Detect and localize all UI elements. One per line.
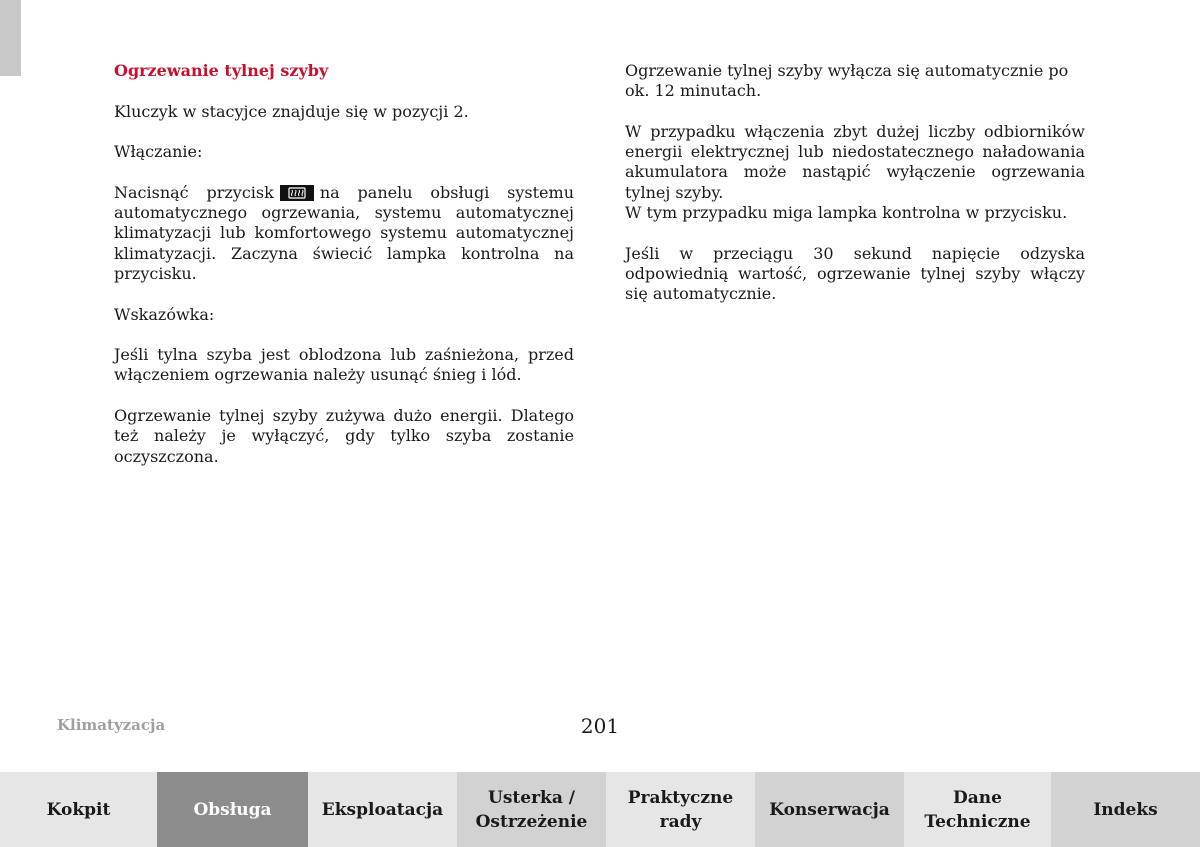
- press-button-text-before: Nacisnąć przycisk: [114, 182, 274, 202]
- rear-window-defroster-icon: [280, 185, 314, 201]
- nav-tab-eksploatacja[interactable]: Eksploatacja: [308, 772, 457, 847]
- right-column: [625, 61, 1085, 325]
- paragraph-ice-snow: Jeśli tylna szyba jest oblodzona lub zaśnieżona, przed włączeniem ogrzewania należy usunąć śnieg i lód.: [114, 345, 574, 385]
- page-number: 201: [580, 714, 620, 738]
- paragraph-press-button: [114, 183, 574, 284]
- nav-tab-obsluga[interactable]: Obsługa: [157, 772, 308, 847]
- left-column: [114, 61, 574, 487]
- paragraph-note-label: Wskazówka:: [114, 304, 215, 324]
- paragraph-auto-off: Ogrzewanie tylnej szyby wyłącza się automatycznie po ok. 12 minutach.: [625, 61, 1069, 101]
- nav-tab-praktyczne-rady[interactable]: Praktyczne rady: [606, 772, 755, 847]
- paragraph-auto-restart: Jeśli w przeciągu 30 sekund napięcie odzyska odpowiednią wartość, ogrzewanie tylnej szyby włączy się automatycznie.: [625, 243, 1085, 304]
- section-heading: Ogrzewanie tylnej szyby: [114, 61, 329, 80]
- nav-tab-kokpit[interactable]: Kokpit: [0, 772, 157, 847]
- paragraph-switch-on-label: Włączanie:: [114, 142, 203, 162]
- nav-tab-dane-techniczne[interactable]: Dane Techniczne: [904, 772, 1051, 847]
- paragraph-overload: [625, 122, 1085, 223]
- paragraph-energy-use: Ogrzewanie tylnej szyby zużywa dużo energii. Dlatego też należy je wyłączyć, gdy tylko szyba zostanie oczyszczona.: [114, 406, 574, 466]
- footer-section-title: Klimatyzacja: [57, 716, 166, 734]
- press-button-text-after: na panelu obsługi systemu automatycznego ogrzewania, systemu automatycznej klimatyzacji lub komfortowego systemu automatycznej klimatyzacji. Zaczyna świecić lampka kontrolna na przycisku.: [114, 182, 575, 283]
- nav-tab-konserwacja[interactable]: Konserwacja: [755, 772, 904, 847]
- section-tab-marker: [0, 0, 21, 76]
- nav-tab-indeks[interactable]: Indeks: [1051, 772, 1200, 847]
- paragraph-key-position: Kluczyk w stacyjce znajduje się w pozycji 2.: [114, 101, 469, 121]
- nav-tab-usterka-ostrzezenie[interactable]: Usterka / Ostrzeżenie: [457, 772, 606, 847]
- chapter-navigation-bar: [0, 772, 1200, 847]
- overload-text: W przypadku włączenia zbyt dużej liczby odbiorników energii elektrycznej lub niedostatecznego naładowania akumulatora może nastąpić wyłączenie ogrzewania tylnej szyby.: [625, 121, 1085, 202]
- indicator-blink-text: W tym przypadku miga lampka kontrolna w przycisku.: [625, 203, 1068, 223]
